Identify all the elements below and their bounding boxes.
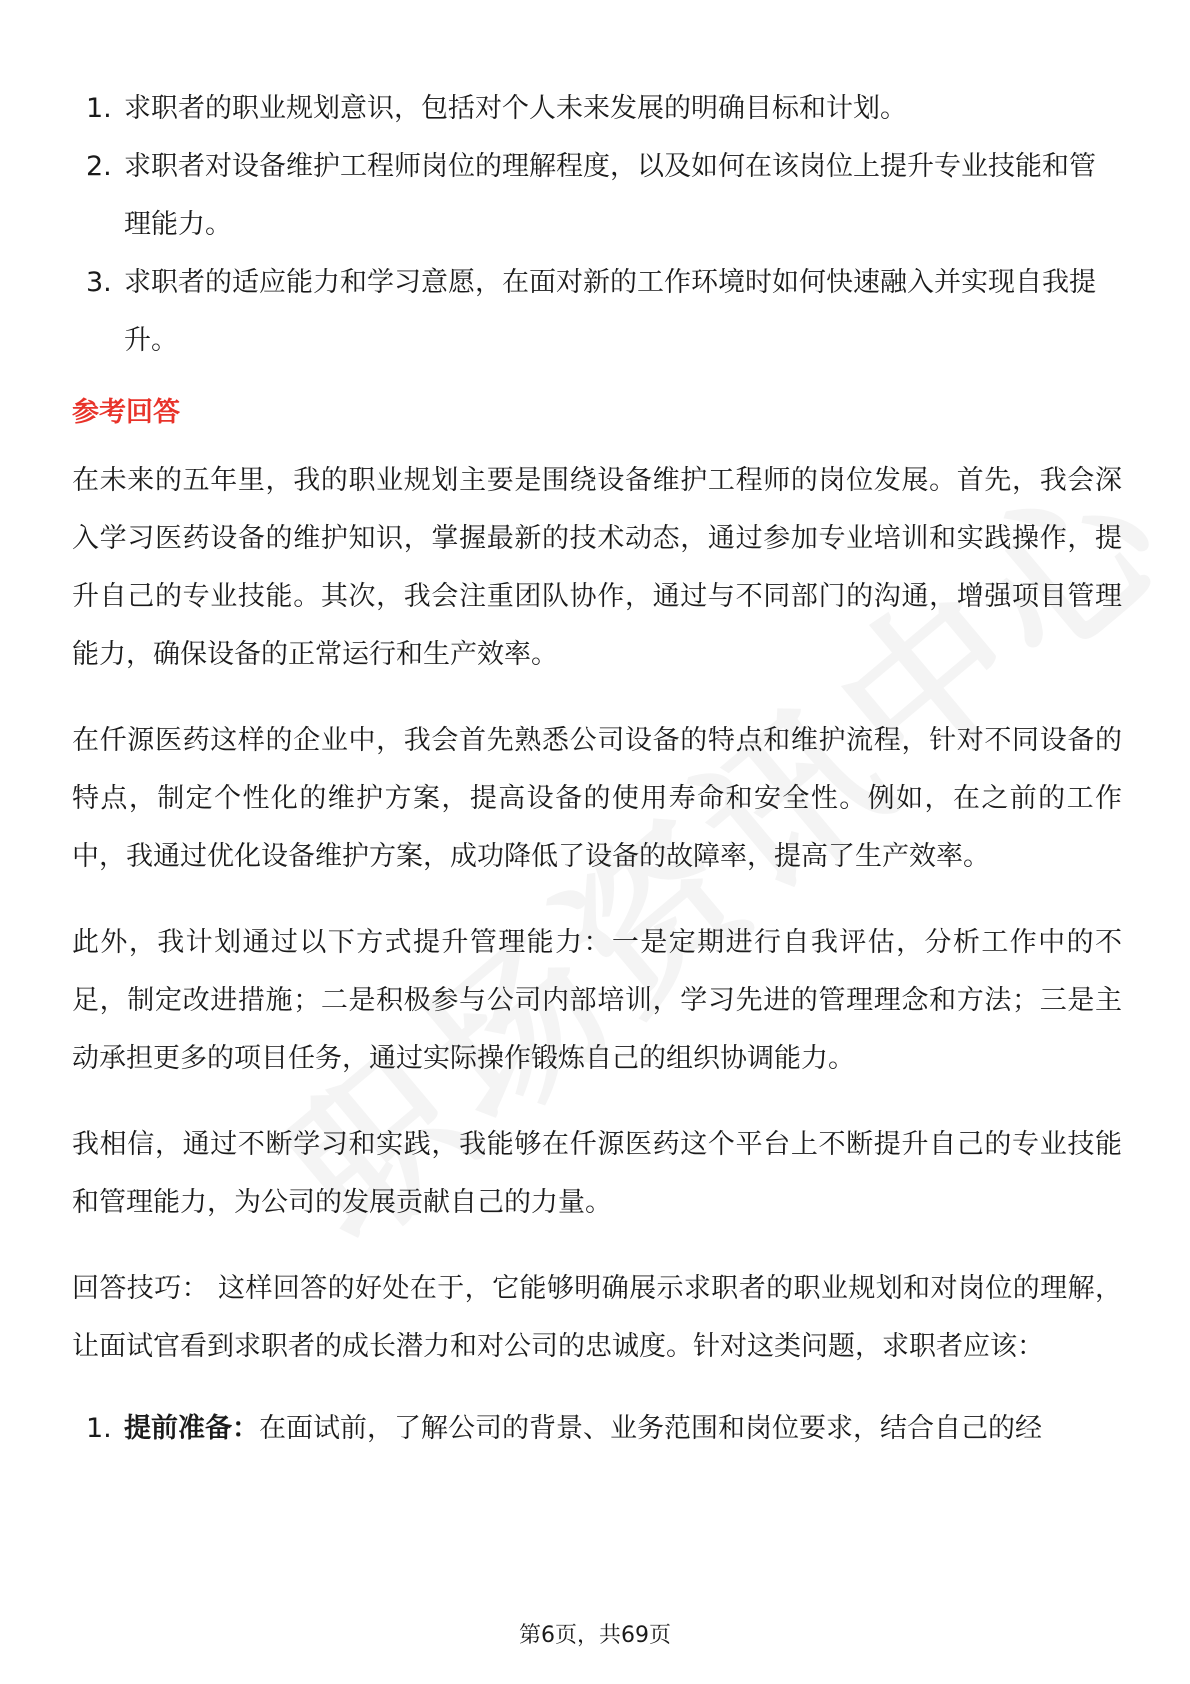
list-text: 求职者的适应能力和学习意愿，在面对新的工作环境时如何快速融入并实现自我提升。 <box>124 267 1096 356</box>
list-number: 3. <box>86 267 112 298</box>
answer-paragraph: 在未来的五年里，我的职业规划主要是围绕设备维护工程师的岗位发展。首先，我会深入学习医药设备的维护知识，掌握最新的技术动态，通过参加专业培训和实践操作，提升自己的专业技能。其次，我会注重团队协作，通过与不同部门的沟通，增强项目管理能力，确保设备的正常运行和生产效率。 <box>72 465 1122 670</box>
list-item <box>72 80 1122 138</box>
document-page <box>72 80 1122 1458</box>
list-number: 1. <box>86 93 112 124</box>
list-text: 求职者的职业规划意识，包括对个人未来发展的明确目标和计划。 <box>124 93 907 124</box>
answer-paragraph: 我相信，通过不断学习和实践，我能够在仟源医药这个平台上不断提升自己的专业技能和管理能力，为公司的发展贡献自己的力量。 <box>72 1129 1122 1218</box>
list-item <box>72 1400 1122 1458</box>
tip-lead: 提前准备： <box>124 1413 259 1444</box>
list-text: 在面试前，了解公司的背景、业务范围和岗位要求，结合自己的经 <box>259 1413 1042 1444</box>
list-number: 1. <box>86 1413 112 1444</box>
list-item <box>72 254 1122 370</box>
list-number: 2. <box>86 151 112 182</box>
page-footer: 第6页，共69页 <box>519 1623 671 1648</box>
answer-tips-paragraph: 回答技巧： 这样回答的好处在于，它能够明确展示求职者的职业规划和对岗位的理解，让面试官看到求职者的成长潜力和对公司的忠诚度。针对这类问题，求职者应该： <box>72 1273 1122 1362</box>
answer-paragraph: 此外，我计划通过以下方式提升管理能力：一是定期进行自我评估，分析工作中的不足，制定改进措施；二是积极参与公司内部培训，学习先进的管理理念和方法；三是主动承担更多的项目任务，通过实际操作锻炼自己的组织协调能力。 <box>72 927 1122 1074</box>
question-focus-list <box>72 80 1122 370</box>
list-text: 求职者对设备维护工程师岗位的理解程度，以及如何在该岗位上提升专业技能和管理能力。 <box>124 151 1096 240</box>
tips-list <box>72 1400 1122 1458</box>
answer-heading: 参考回答 <box>72 397 180 428</box>
answer-paragraph: 在仟源医药这样的企业中，我会首先熟悉公司设备的特点和维护流程，针对不同设备的特点，制定个性化的维护方案，提高设备的使用寿命和安全性。例如，在之前的工作中，我通过优化设备维护方案，成功降低了设备的故障率，提高了生产效率。 <box>72 725 1122 872</box>
list-item <box>72 138 1122 254</box>
